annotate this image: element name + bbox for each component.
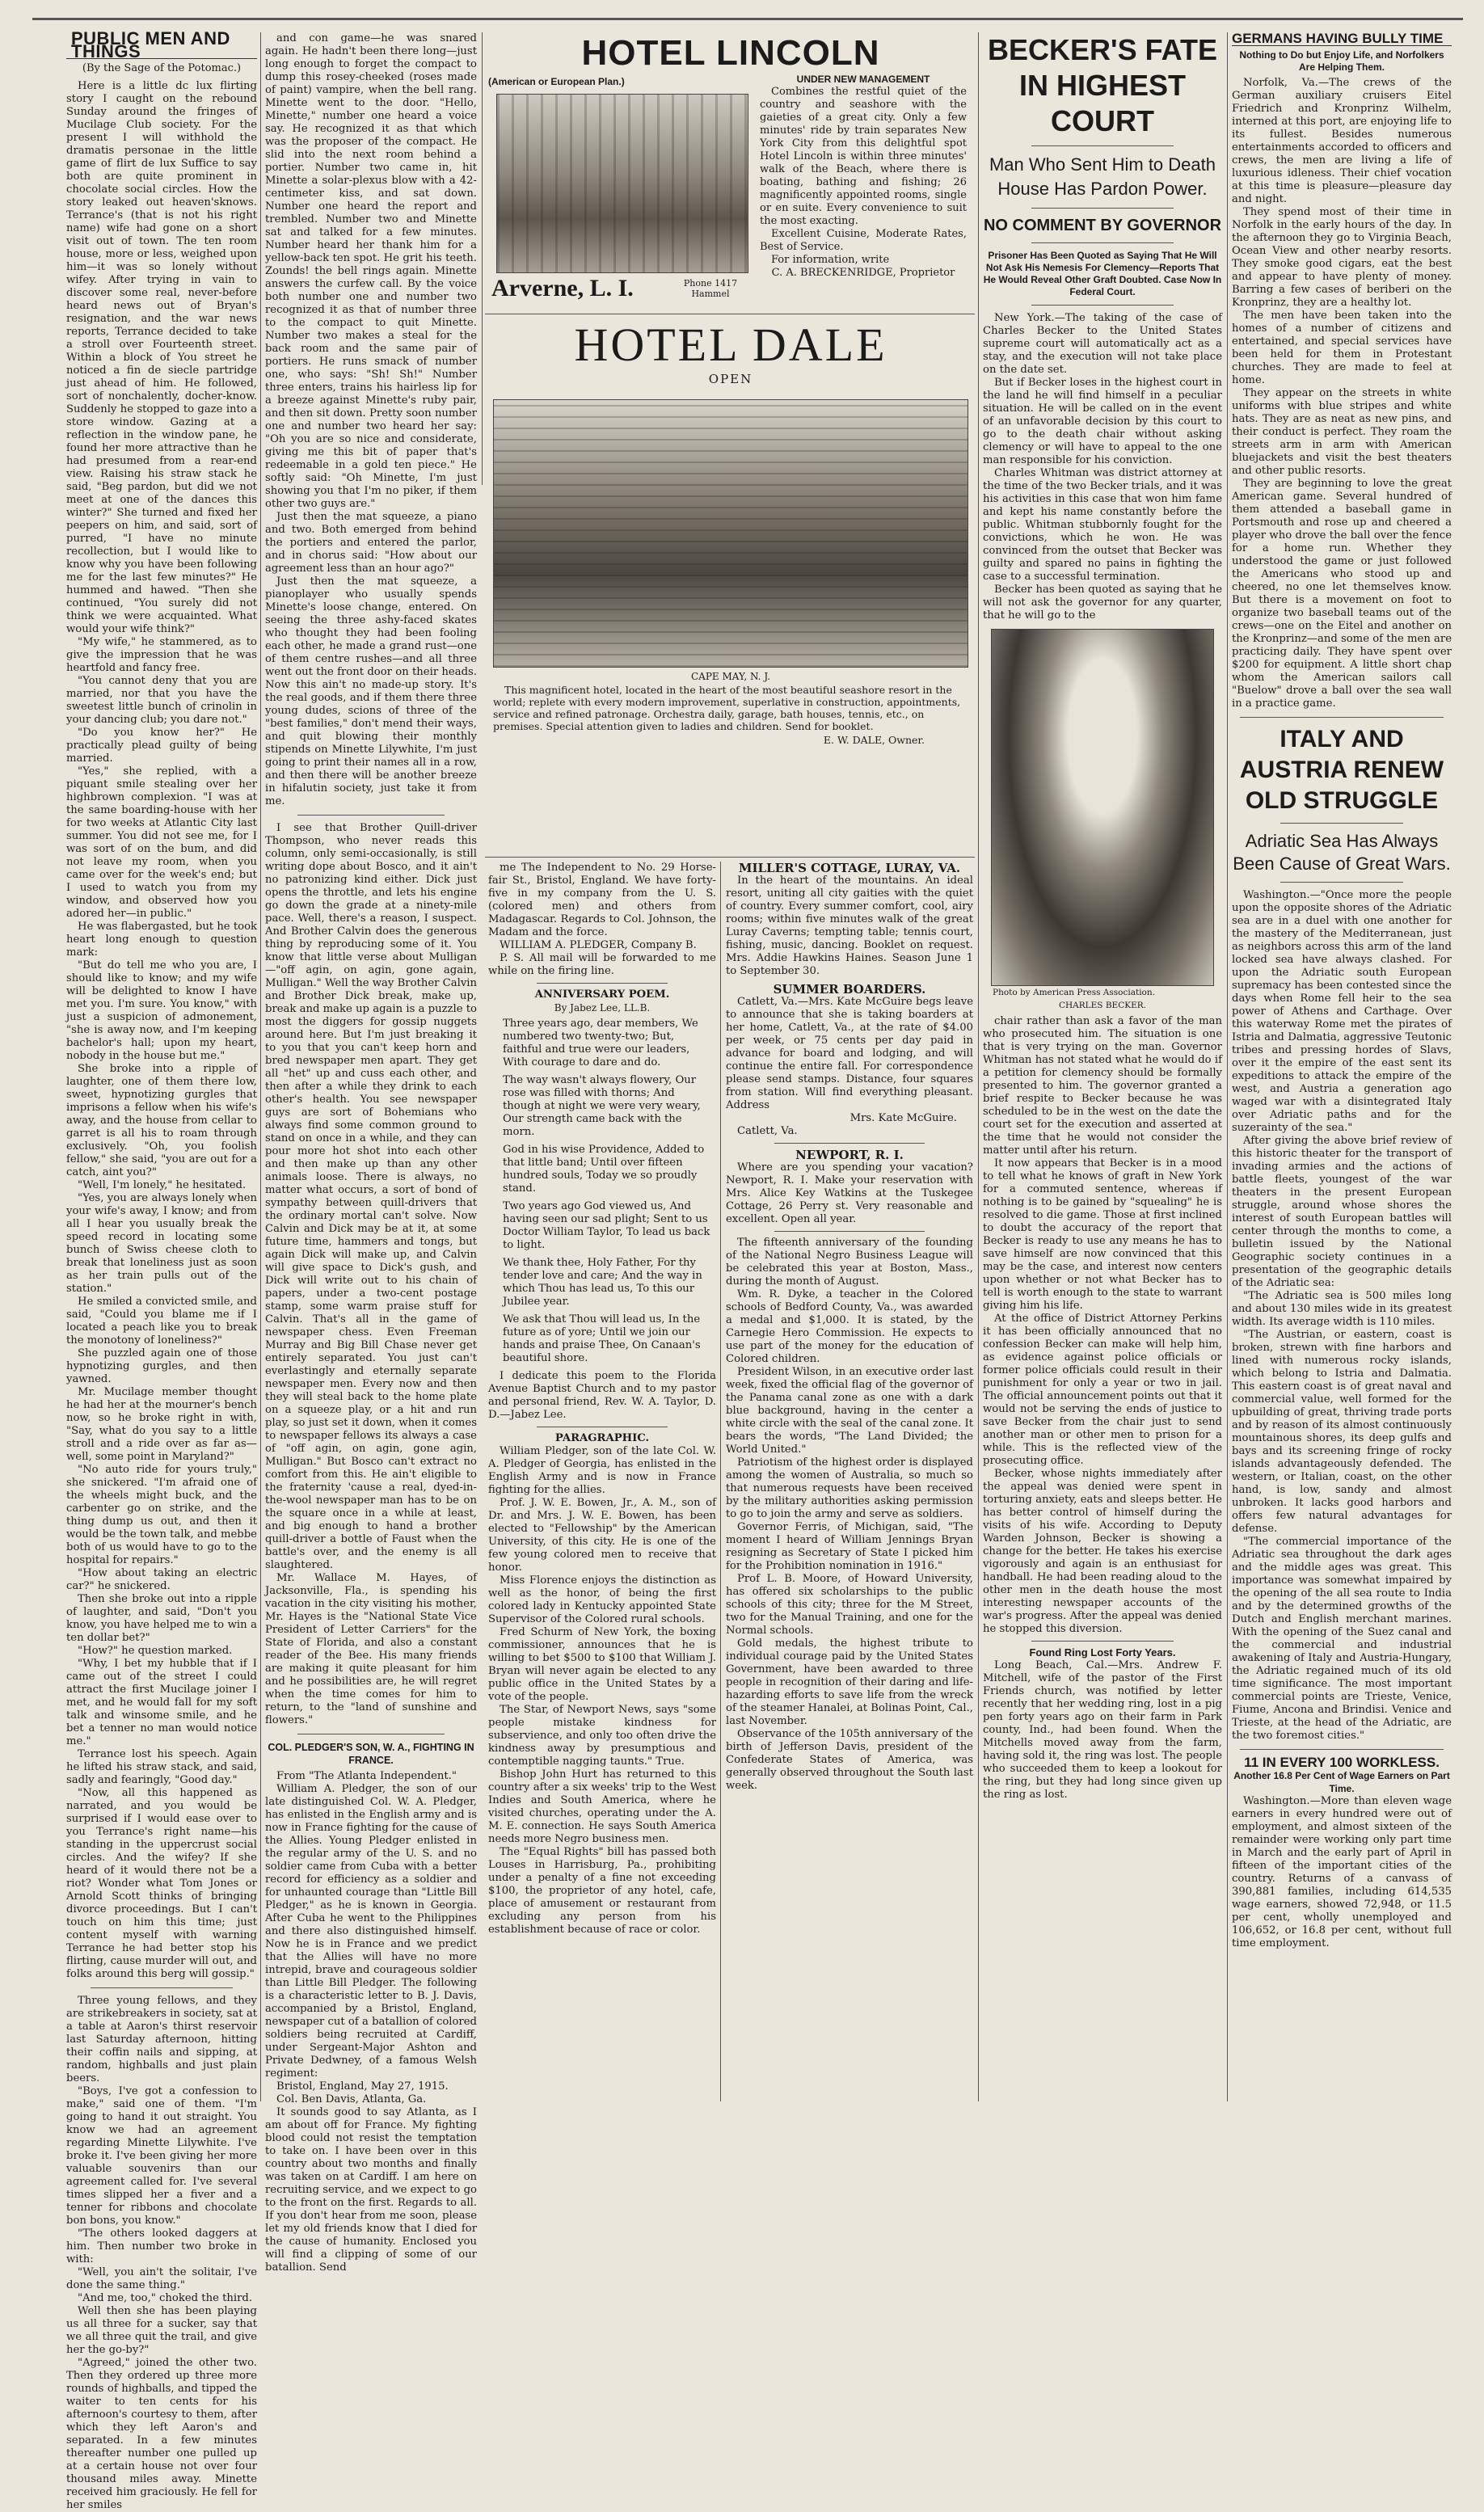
column-rule [260,32,261,2101]
lincoln-proprietor: C. A. BRECKENRIDGE, Proprietor [771,267,955,279]
column-two [265,32,477,2274]
becker-deck: Man Who Sent Him to Death House Has Pardon Power. [989,154,1216,199]
poem-title: ANNIVERSARY POEM. [534,988,670,1001]
top-rule [32,18,1463,20]
paragraph: "Boys, I've got a confession to make," said one of them. "I'm going to hand it out straight. You know we had an agreement regarding Minette Lilywhite. I've broke it. I've been giving her more valuable souvenirs than our agreement called for. I've several times slipped her a fiver and a tenner for ribbons and chocolate bon bons, you know." [66,2085,257,2227]
lincoln-title: HOTEL LINCOLN [581,33,880,73]
section-divider [91,1987,233,1988]
section-divider [1240,1749,1444,1750]
pledger-headline: COL. PLEDGER'S SON, W. A., FIGHTING IN FRANCE. [268,1742,474,1766]
poem-author: By Jabez Lee, LL.B. [554,1002,651,1014]
pledger-article [265,1770,477,2274]
lincoln-plan: (American or European Plan.) [488,76,625,87]
hotel-dale-photo [493,399,968,668]
photo-credit: Photo by American Press Association. [993,988,1155,997]
section-divider [774,1231,925,1232]
paragraph: From "The Atlanta Independent." [276,1770,457,1782]
paragraph: Three years ago, dear members, We numbered two twenty-two; But, faithful and true were our leaders, With courage to dare and do. [503,1018,698,1068]
miller-body: In the heart of the mountains. An ideal resort, uniting all city gaities with the quiet of country. Every summer comfort, cool, airy rooms; within five minutes walk of the great Luray Caverns; tempting table; tennis court, fishing, music, dancing. Booklet on request. Mrs. Addie Hawkins Haines. Season June 1 to September 30. [726,875,973,977]
italy-deck: Adriatic Sea Has Always Been Cause of Great Wars. [1233,831,1451,874]
miller-headline: MILLER'S COTTAGE, LURAY, VA. [738,861,961,875]
germans-headline: GERMANS HAVING BULLY TIME [1232,32,1452,46]
germans-article [1232,77,1452,710]
byline: (By the Sage of the Potomac.) [82,62,242,74]
paragraph: Observance of the 105th anniversary of the birth of Jefferson Davis, president of the Confederate States of America, was generally observed throughout the South last week. [726,1728,973,1792]
paragraph: Then she broke out into a ripple of laughter, and said, "Don't you know, you have helped me to win a ten dollar bet?" [66,1593,257,1644]
paragraph: Charles Whitman was district attorney at the time of the two Becker trials, and it was his activities in this case that won him fame and kept his name constantly before the public. Whitman stubbornly fought for the convictions, which he won. He was convinced from the outset that Becker was guilty and spared no pains in fighting the case to a successful termination. [983,467,1222,583]
column-rule [720,862,721,2101]
becker-article-continued [983,1015,1222,1636]
ring-body: Long Beach, Cal.—Mrs. Andrew F. Mitchell, wife of the pastor of the First Friends church, was notified by letter recently that her wedding ring, lost in a pig pen forty years ago on their farm in Park county, Ind., had been found. When the Mitchells moved away from the farm, having sold it, the ring was lost. The people who succeeded them to keep a lookout for the ring, but they had long since given up the ring as lost. [983,1659,1222,1801]
italy-headline: ITALY AND AUSTRIA RENEW OLD STRUGGLE [1239,726,1444,814]
paragraph: "You cannot deny that you are married, nor that you have the sweetest little bunch of crinolin in your dancing club; you dare not." [66,675,257,726]
column-rule [1227,32,1228,2101]
paragraph: We thank thee, Holy Father, For thy tender love and care; And the way in which Thou has lead us, To this our Jubilee year. [503,1257,702,1308]
dale-open: OPEN [708,372,753,386]
paragraph: The "Equal Rights" bill has passed both Louses in Harrisburg, Pa., prohibiting under a penalty of a fine not exceeding $100, the proprietor of any hotel, cafe, place of amusement or restaurant from excluding any person from his establishment because of race or color. [488,1846,716,1936]
paragraph: Here is a little dc lux flirting story I caught on the rebound Sunday around the fringes of Mucilage Club society. For the present I will withhold the dramatis personae in the little game of flirt de lux Suffice to say both are quite prominent in chocolate social circles. How the story leaked out heaven'sknows. Terrance's (that is not his right name) wife had gone on a short visit out of town. The ten room house, more or less, weighed upon him—it was so lonely without wifey. After trying in vain to discover some real, never-before heard news out of Bryan's resignation, and the war news reports, Terrance decided to take a stroll over Fourteenth street. Within a block of You street he noticed a fin de siecle partridge just ahead of him. He followed, sort of nonchalently, docher-know. Suddenly he stopped to gaze into a store window. Gazing at a reflection in the window pane, he found her more attractive than he had presumed from a rear-end view. Raising his straw stack he said, "Beg pardon, but did we not meet at one of the dances this winter?" She turned and fixed her peepers on him, and said, sort of purred, "I have no minute recollection, but I would like to know why you have been following me for the last few minutes?" He hummed and hawed. "Then she continued, "You surely did not think we were acquainted. What would your wife think?" [66,80,257,635]
paragraph: "Yes," she replied, with a piquant smile stealing over her highbrown complexion. "I was at the same boarding-house with her for two weeks at Atlantic City last summer. You did not see me, for I was sort of on the bum, and did not leave my room, when you came over for the week's end; but I used to watch you from my window, and observed how you adored her—in public." [66,765,257,920]
section-divider [1031,208,1174,209]
paragraph: Gold medals, the highest tribute to individual courage paid by the United States Government, have been awarded to three people in recognition of their daring and life-hazarding efforts to save life from the wreck of the steamer Hanalei, at Bolinas Point, Cal., last November. [726,1637,973,1727]
paragraph: They are beginning to love the great American game. Several hundred of them attended a baseball game in Portsmouth and rose up and cheered a player who drove the ball over the fence for a home run. Whether they understood the game or just followed the Americans who stood up and cheered, no one let themselves know. But there is a movement on foot to organize two baseball teams out of the crews—one on the Eitel and another on the Kronprinz—and some of the men are practicing daily. They have spent over $200 for equipment. A little short chap whom the American sailors call "Buelow" drove a ball over the sea wall in a practice game. [1232,478,1452,710]
article-body-continued [66,1995,257,2512]
paragraphic-items [488,1445,716,1937]
news-items [726,1237,973,1793]
paragraph: God in his wise Providence, Added to that little band; Until over fifteen hundred souls, Today we so proudly stand. [503,1144,705,1195]
poem-body [503,1018,716,1365]
paragraph: We ask that Thou will lead us, In the future as of yore; Until we join our hands and praise Thee, On Canaan's beautiful shore. [503,1313,701,1364]
paragraph: President Wilson, in an executive order last week, fixed the official flag of the governor of the Panama canal zone as one with a dark blue background, having in the center a white circle with the seal of the canal zone. It bears the words, "The Land Divided; the World United." [726,1366,974,1456]
paragraph: William A. Pledger, the son of our late distinguished Col. W. A. Pledger, has enlisted in the English army and is now in France fighting for the cause of the Allies. Young Pledger enlisted in the regular army of the U. S. and no soldier came from Cuba with a better record for efficiency as a soldier and for unhaunted courage than "Little Bill Pledger," as he is known in Georgia. After Cuba he went to the Philippines and there also distinguished himself. Now he is in France and we predict that the Allies will have no more intrepid, brave and courageous soldier than Little Bill Pledger. The following is a characteristic letter to B. J. Davis, accompanied by a Bristol, England, newspaper cut of a batallion of colored soldiers being recruited at Cardiff, under Sergeant-Major Ashton and Private Dedwney, of a famous Welsh regiment: [265,1783,477,2080]
section-divider [774,1143,925,1144]
paragraph: P. S. All mail will be forwarded to me while on the firing line. [488,952,716,977]
dale-location: CAPE MAY, N. J. [690,671,771,682]
paragraph: Becker has been quoted as saying that he will not ask the governor for any quarter, that he will go to the [983,584,1222,622]
column-rule [978,32,979,2101]
paragraph: Bristol, England, May 27, 1915. [276,2080,449,2093]
paragraph: "The others looked daggers at him. Then number two broke in with: [66,2228,257,2265]
summer-headline: SUMMER BOARDERS. [773,982,926,997]
paragraph: I see that Brother Quill-driver Thompson, who never reads this column, only semi-occasionally, is still writing dope about Bosco, and it ain't no patronizing kind either. Dick just opens the throttle, and lets his engine go down the grade at a ninety-mile pace. Well, there's a reason, I suspect. And Brother Calvin does the generous thing by reproducing some of it. You know that little verse about Mulligan—"off agin, on agin, gone again, Mulligan." Well the way Brother Calvin and Brother Dick break, make up, break and make up again is a puzzle to most the diggers for gossip nuggets around here. But I'm just breaking it to you that you can't keep horn and bred newspaper men apart. They get all "het" up and cuss each other, and then after a while they drink to each other's health. You see newspaper guys are sort of Bohemians who always find some common ground to stand on once in a while, and they can pour more hot shot into each other and then make up than any other animals loose. There is always, no matter what occurs, a sort of bond of sympathy between quill-drivers that the ordinary mortal can't solve. Now Calvin and Dick may be at it, at some future time, hammers and tongs, but again Dick will make up, and Calvin will give space to Dick's gush, and Dick will write out to his chain of papers, under a two-cent postage stamp, some warm praise stuff for Calvin. That's all in the game of newspaper chess. Even Freeman Murray and Big Bill Chase never get entirely separated. You just can't everlastingly and eternally separate newspaper men. Every now and then they will steal back to the home plate on a squeeze play, or a hit and run play, so just set it down, when it comes to newspaper fellows its always a case of "off agin, on agin, gone agin, Mulligan." But Bosco can't extract no comfort from this. He ain't eligible to the fraternity 'cause a real, dyed-in-the-wool newspaper man has to be on the square once in a while at least, and big enough to hand a brother quill-driver a bottle of Faust when the battle's over, and the enemy is all slaughtered. [265,822,477,1571]
becker-headline: BECKER'S FATE IN HIGHEST COURT [988,33,1217,137]
becker-deck-2: NO COMMENT BY GOVERNOR [983,217,1222,234]
paragraph: She puzzled again one of those hypnotizing gurgles, and then yawned. [66,1347,257,1385]
section-divider [1031,1641,1174,1642]
paragraph: "How?" he question marked. [78,1645,233,1657]
paragraph: "Why, I bet my hubble that if I came out of the street I could attract the first Mucilage joiner I met, and he would fall for my soft talk and winsome smile, and he bet a tenner no man would notice me." [66,1658,257,1747]
lincoln-body: Combines the restful quiet of the country and seashore with the gaieties of a great city. Only a few minutes' ride by train separates New York City from this delightful spot Hotel Lincoln is within three minutes' walk of the Beach, where there is boating, bathing and fishing; 26 magnificently appointed rooms, single or en suite. Every convenience to suit the most exacting. [760,86,967,227]
section-divider [1031,305,1174,306]
paragraph: Two years ago God viewed us, And having seen our sad plight; Sent to us Doctor William Taylor, To lead us back to light. [503,1200,710,1251]
italy-article [1232,889,1452,1743]
paragraph: Just then the mat squeeze, a pianoplayer who usually spends Minette's loose change, entered. On seeing the three ashy-faced skates who thought they had been fooling each other, he made a grand rust—one of them centre rushes—and all three went out the front door on their heads. Now this ain't no made-up story. It's the real goods, and if them there three young dudes, scions of three of the "best families," don't mend their ways, and quit blowing their monthly stipends on Minette Lilywhite, I'm just going to print their names all in a row, and then there will be another breeze in hifalutin society, just take it from me. [265,575,477,807]
paragraph: The Star, of Newport News, says "some people mistake kindness for subservience, and only too often drive the kindness away by presumptious and contemptible nagging taunts." True. [488,1704,716,1768]
paragraph: and con game—he was snared again. He hadn't been there long—just long enough to forget the compact to dump this rosey-cheeked (roses made of paint) vampire, when the bell rang. Minette went to the door. "Hello, Minette," number one heard a voice say. He recognized it as that which was the proposer of the compact. He slid into the next room behind a portier. Number two came in, hit Minette a solar-plexus blow with a 42-centimeter kiss, and sat down. Number one heard the report and trembled. Number two and Minette sat and talked for a few minutes. Number heard her thank him for a yellow-back ten spot. He grit his teeth. Zounds! the bell rings again. Minette answers the curfew call. By the voice both number one and number two recognized it as that of number three to the compact to quit Minette. Number two makes a steal for the back room and the same pair of portiers. He runs smack of number one, who says: "Sh! Sh!" Number three enters, trains his hairless lip for a breeze against Minette's ruby pair, and then sit down. Pretty soon number one and number two heard her say: "Oh you are so nice and considerate, giving me this bit of paper that's redeemable in a gold ten piece." He softly said: "Oh Minette, I'm just showing you that I'm no piker, if them other two guys are." [265,32,477,510]
paragraph: "How about taking an electric car?" he snickered. [66,1567,257,1592]
section-divider [1240,717,1444,718]
lincoln-mgmt: UNDER NEW MANAGEMENT [796,74,930,85]
paragraphic-head: PARAGRAPHIC. [554,1432,650,1444]
paragraph: Washington.—"Once more the people upon the opposite shores of the Adriatic sea are in a duel with one another for the mastery of the Mediterranean, just as neighbors across this arm of the land locked sea have always clashed. For upon the Adriatic south European supremacy has been contested since the days when Rome fell heir to the sea power of Athens and Carthage. Over this waterway Rome met the pirates of Istria and Dalmatia, aggressive Teutonic tribes and pressing hordes of Slavs, over it the empire of the east sent its expeditions to attack the empire of the west, and Austria a generation ago waged war with a disintegrated Italy over Adriatic paths and for the suzerainty of the sea." [1232,889,1452,1134]
paragraph: "Yes, you are always lonely when your wife's away, I know; and from all I hear you usually break the speed record in locating some bunch of Swiss cheese cloth to break that loneliness just as soon as her train pulls out of the station." [66,1192,257,1295]
paragraph: He was flabergasted, but he took heart long enough to question mark: [66,921,257,959]
paragraph: Norfolk, Va.—The crews of the German auxiliary cruisers Eitel Friedrich and Kronprinz Wilhelm, interned at this port, are enjoying life to its fullest. Besides numerous entertainments accorded to officers and crews, the men are living a life of luxurious idleness. Their chief vocation at this time is pleasure—pleasure day and night. [1232,77,1452,205]
poem-dedication: I dedicate this poem to the Florida Avenue Baptist Church and to my pastor and personal friend, Rev. W. A. Taylor, D. D.—Jabez Lee. [488,1370,716,1421]
dale-title: HOTEL DALE [574,318,887,371]
paragraph: Patriotism of the highest order is displayed among the women of Australia, so much so that numerous requests have been received by the military authorities asking permission to go to join the army and serve as soldiers. [726,1456,973,1520]
article-body-quill [265,822,477,1727]
paragraph: Mr. Mucilage member thought he had her at the mourner's bench now, so he broke right in with, "Say, what do you say to a little stroll and a ride over as far as—well, some point in Maryland?" [66,1386,257,1463]
dale-body: This magnificent hotel, located in the heart of the most beautiful seashore resort in the world; replete with every modern improvement, superlative in construction, appointments, service and refined patronage. Orchestra daily, garage, bath houses, tennis, etc., on premises. Special attention given to ladies and children. Send for booklet. [493,684,961,732]
paragraph: The fifteenth anniversary of the founding of the National Negro Business League will be celebrated this year at Boston, Mass., during the month of August. [726,1237,973,1288]
paragraph: New York.—The taking of the case of Charles Becker to the United States supreme court will automatically act as a stay, and the execution will not take place on the date set. [983,312,1222,376]
section-divider [1031,145,1174,146]
headline-public-men: PUBLIC MEN AND THINGS [66,32,257,59]
paragraph: "But do tell me who you are, I should like to know; and my wife will be delighted to know I have met you. I'm sure. You know," with just a suspicion of admonement, "she is away now, and I'm keeping bachelor's hall; upon my heart, nobody in the house but me." [66,959,257,1062]
paragraph: "The Austrian, or eastern, coast is broken, strewn with fine harbors and lined with numerous rocky islands, which belong to Istria and Dalmatia. This eastern coast is of great naval and commercial value, well formed for the upbuilding of great, thriving trade ports and by reason of its almost continuously mountainous shores, its deep gulfs and bays and its screening fringe of rocky islands advantageously defended. The western, or Italian, coast, on the other hand, is low, sandy and almost unbroken. It lacks good harbors and offers few natural advantages for defense. [1232,1329,1452,1535]
paragraph: He smiled a convicted smile, and said, "Could you blame me if I located a peach like you to break the monotony of loneliness?" [66,1296,257,1347]
paragraph: "My wife," he stammered, as to give the impression that he was heartfold and fancy free. [66,636,257,674]
paragraph: The way wasn't always flowery, Our rose was filled with thorns; And though at night we were very weary, Our strength came back with the morn. [503,1074,701,1138]
pledger-letter [488,862,716,978]
paragraph: Prof L. B. Moore, of Howard University, has offered six scholarships to the public schools of this city; three for the M Street, two for the Manual Training, and one for the Normal schools. [726,1573,973,1637]
becker-deck-3: Prisoner Has Been Quoted as Saying That He Will Not Ask His Nemesis For Clemency—Reports That He Would Reveal Other Graft Doubted. Case Now In Federal Court. [983,250,1222,297]
paragraph: "No auto ride for yours truly," she snickered. "I'm afraid one of the wheels might buck, and the carbenter go on strike, and the thing dump us out, and then it would be the town talk, and mebbe both of us would have to go to the hospital for repairs." [66,1464,257,1566]
paragraph: It now appears that Becker is in a mood to tell what he knows of graft in New York for a commuted sentence, whereas if nothing is to be gained by "squealing" he is resolved to die game. Those at first inclined to doubt the accuracy of the report that Becker is ready to use any means he has to save himself are now convinced that this may be the case, and interest now centers upon whether or not what Becker has to tell is worth enough to the state to warrant giving him his life. [983,1157,1222,1312]
paragraph: They appear on the streets in white uniforms with blue stripes and white hats. They are as neat as new pins, and their conduct is perfect. They roam the streets arm in arm with American bluejackets and visit the best theaters and other public resorts. [1232,387,1452,477]
paragraph: Becker, whose nights immediately after the appeal was denied were spent in torturing anxiety, eats and sleeps better. He has better control of himself during the visits of his wife. According to Deputy Warden Johnson, Becker is showing a change for the better. He takes his exercise vigorously and again is an enthusiast for handball. He had been reading aloud to the other men in the death house the most interesting newspaper accounts of the war's progress. After the appeal was denied he stopped this diversion. [983,1468,1222,1635]
workless-headline: 11 IN EVERY 100 WORKLESS. [1244,1755,1440,1770]
paragraph: me The Independent to No. 29 Horse-fair St., Bristol, England. We have forty-five in my company from the U. S. (colored men) and others from Madagascar. Regards to Col. Johnson, the Madam and the force. [488,862,716,938]
hotel-lincoln-photo [496,94,748,273]
paragraph: "The commercial importance of the Adriatic sea throughout the dark ages and the middle ages was great. This importance was somewhat impaired by the opening of the all sea route to India and by the determined growths of the Dutch and English merchant marines. With the opening of the Suez canal and the commercial and industrial awakening of Italy and Austria-Hungary, the Adriatic regained much of its old time significance. The most important commercial points are Trieste, Venice, Fiume, Ancona and Brindisi. Venice and Trieste, at the head of the Adriatic, are the two foremost cities." [1232,1536,1452,1742]
lincoln-phone: Phone 1417 Hammel [683,278,738,299]
paragraph: They spend most of their time in Norfolk in the early hours of the day. In the afternoon they go to Virginia Beach, Ocean View and other nearby resorts. They smoke good cigars, eat the best and appear to have plenty of money. Barring a few cases of beriberi on the Kronprinz, they are a healthy lot. [1232,206,1452,309]
paragraph: But if Becker loses in the highest court in the land he will find himself in a peculiar situation. He will be called on in the event of an unfavorable decision by this court to go to the death chair without asking clemency or will have to appeal to the one man responsible for his conviction. [983,377,1222,466]
paragraph: Prof. J. W. E. Bowen, Jr., A. M., son of Dr. and Mrs. J. W. E. Bowen, has been elected to "Fellowship" by the American University, of this city. He is one of the few young colored men to receive that honor. [488,1497,716,1574]
paragraph: At the office of District Attorney Perkins it has been officially announced that no confession Becker can make will help him, as evidence against police officials or former police officials could result in their punishment for only a year or two in jail. The official announcement points out that it would not be serving the ends of justice to save Becker from the chair just to send another man or other men to prison for a while. This is the reflected view of the prosecuting office. [983,1313,1222,1467]
lincoln-place: Arverne, L. I. [491,275,634,301]
paragraph: chair rather than ask a favor of the man who prosecuted him. The situation is one that is very trying on the man. Governor Whitman has not stated what he would do if a petition for clemency should be formally presented to him. The governor granted a brief respite to Becker because he was scheduled to be in the west on the date the court set for the execution and asserted at the time that he would not consider the matter until after his return. [983,1015,1222,1157]
newport-headline: NEWPORT, R. I. [795,1148,904,1162]
paragraph: Three young fellows, and they are strikebreakers in society, sat at a table at Aaron's thirst reservoir last Saturday afternoon, hitting their coffin nails and sipping, at random, highballs and just plain beers. [66,1995,257,2084]
column-four [726,862,973,2101]
section-divider [297,815,445,816]
column-public-men [66,28,257,2511]
paragraph: Mr. Wallace M. Hayes, of Jacksonville, Fla., is spending his vacation in the city visiting his mother, Mr. Hayes is the "National State Vice President of Letter Carriers" for the State of Florida, and also a constant reader of the Bee. His many friends are making it quite pleasant for him and he possibilities are, he will regret when the time comes for him to return, to the "land of sunshine and flowers." [265,1572,477,1726]
ad-hotel-dale [488,318,973,771]
germans-deck: Nothing to Do but Enjoy Life, and Norfolkers Are Helping Them. [1239,49,1444,73]
column-becker [983,32,1222,2101]
paragraph: Terrance lost his speech. Again he lifted his straw stack, and said, sadly and fearingly, "Good day." [66,1748,257,1786]
ring-headline: Found Ring Lost Forty Years. [1029,1646,1176,1659]
ad-hotel-lincoln [488,32,973,307]
article-body-two [265,32,477,808]
column-rule [482,32,483,485]
paragraph: "Now, all this happened as narrated, and you would be surprised if I would ease over to you Terrance's right name—his standing in the uppercrust social circles. And the wifey? If she heard of it would there not be a riot? Wonder what Tom Jones or Arnold Scott thinks of bringing divorce proceedings. But I can't touch on him this time; just content myself with warning Terrance he had better stop his flirting, cause murder will out, and folks around this berg will gossip." [66,1787,257,1980]
summer-place: Catlett, Va. [737,1125,798,1137]
ad-divider [485,857,975,858]
paragraph: Miss Florence enjoys the distinction as well as the honor, of being the first colored lady in Kentucky appointed State Supervisor of the Colored rural schools. [488,1574,716,1625]
dale-owner: E. W. DALE, Owner. [823,734,925,746]
paragraph: She broke into a ripple of laughter, one of them there low, sweet, hypnotizing gurgles that imprisons a fellow when his wife's away, and the house from cellar to garret is all his to roam through exclusively. "Oh, you foolish fellow," she said, "you are out for a catch, aint you?" [66,1063,257,1178]
paragraph: William Pledger, son of the late Col. W. A. Pledger of Georgia, has enlisted in the English Army and is now in France fighting for the allies. [488,1445,716,1496]
paragraph: Well then she has been playing us all three for a sucker, say that we all three quit the trail, and give her the go-by?" [66,2305,257,2356]
charles-becker-photo [991,629,1214,986]
lincoln-info: For information, write [771,254,890,266]
paragraph: Governor Ferris, of Michigan, said, "The moment I heard of William Jennings Bryan resigning as Secretary of State I picked him for the Prohibition nomination in 1916." [726,1521,973,1572]
paragraph: It sounds good to say Atlanta, as I am about off for France. My fighting blood could not resist the temptation to take on. I have been over in this country about two months and finally was taken on at Cardiff. I am here on recruiting service, and we expect to go to the front on the first. Regards to all. If you don't hear from me soon, please let my old friends know that I died for the cause of humanity. Enclosed you will find a clipping of some of our batallion. Send [265,2106,477,2274]
section-divider [1280,823,1403,824]
section-divider [537,983,668,984]
paragraph: WILLIAM A. PLEDGER, Company B. [500,939,697,951]
article-body [66,80,257,1981]
workless-body: Washington.—More than eleven wage earners in every hundred were out of employment, and almost sixteen of the remainder were working only part time in March and the early part of April in fifteen of the important cities of the country. Returns of a canvass of 390,881 families, including 614,535 wage earners, showed 72,948, or 11.5 per cent, wholly unemployed and 106,652, or 16.8 per cent, without full time employment. [1232,1795,1452,1949]
summer-body: Catlett, Va.—Mrs. Kate McGuire begs leave to announce that she is taking boarders at her home, Catlett, Va., at the rate of $4.00 per week, or 75 cents per day paid in advance for board and lodging, and will continue the entire fall. For correspondence please send stamps. Distance, four squares from station. Will find everything pleasant. Address [726,996,973,1111]
lincoln-text [760,73,967,280]
paragraph: Bishop John Hurt has returned to this country after a six weeks' trip to the West Indies and South America, where he visited churches, operating under the A. M. E. connection. He says South America needs more Negro business men. [488,1768,716,1845]
column-six [1232,32,1452,2101]
becker-article [983,312,1222,622]
paragraph: Col. Ben Davis, Atlanta, Ga. [276,2093,427,2105]
lincoln-cuisine: Excellent Cuisine, Moderate Rates, Best of Service. [760,228,967,253]
summer-signature: Mrs. Kate McGuire. [850,1112,957,1124]
paragraph: "Well, I'm lonely," he hesitated. [78,1179,247,1191]
paragraph: "Do you know her?" He practically plead guilty of being married. [66,727,257,765]
column-three [488,862,716,2101]
photo-caption: CHARLES BECKER. [1058,1001,1146,1010]
section-divider [1280,882,1403,883]
paragraph: "Well, you ain't the solitair, I've done the same thing." [66,2266,257,2291]
paragraph: After giving the above brief review of this historic theater for the transport of invading armies and the actions of battle fleets, youngest of the war theaters in the present European struggle, around whose shores the interest of south European battles will center through the months to come, a bulletin issued by the National Geographic society continues in a presentation of the geographic details of the Adriatic sea: [1232,1135,1452,1289]
workless-deck: Another 16.8 Per Cent of Wage Earners on Part Time. [1233,1770,1450,1794]
paragraph: "And me, too," choked the third. [78,2292,253,2304]
paragraph: The men have been taken into the homes of a number of citizens and entertained, and special services have been held for them in Protestant churches. They are made to feel at home. [1232,310,1452,386]
newport-body: Where are you spending your vacation? Newport, R. I. Make your reservation with Mrs. Alice Key Watkins at the Tuskegee Cottage, 26 Perry st. Very reasonable and excellent. Open all year. [726,1161,973,1225]
paragraph: "Agreed," joined the other two. Then they ordered up three more rounds of highballs, and tipped the waiter to ten cents for his afternoon's courtesy to them, after which they left Aaron's and separated. In a few minutes thereafter number one pulled up at a certain house not over four thousand miles away. Minette received him graciously. He fell for her smiles [66,2357,257,2511]
section-divider [1031,242,1174,243]
paragraph: Just then the mat squeeze, a piano and two. Both emerged from behind the portiers and entered the parlor, and in chorus said: "How about our agreement less than an hour ago?" [265,511,477,575]
paragraph: Wm. R. Dyke, a teacher in the Colored schools of Bedford County, Va., was awarded a medal and $1,000. It is stated, by the Carnegie Hero Commission. He expects to use part of the money for the education of Colored children. [726,1288,973,1365]
paragraph: "The Adriatic sea is 500 miles long and about 130 miles wide in its greatest width. Its average width is 110 miles. [1232,1290,1452,1328]
paragraph: Fred Schurm of New York, the boxing commissioner, announces that he is willing to bet $500 to $100 that William J. Bryan will never again be elected to any public office in the United States by a vote of the people. [488,1626,716,1703]
